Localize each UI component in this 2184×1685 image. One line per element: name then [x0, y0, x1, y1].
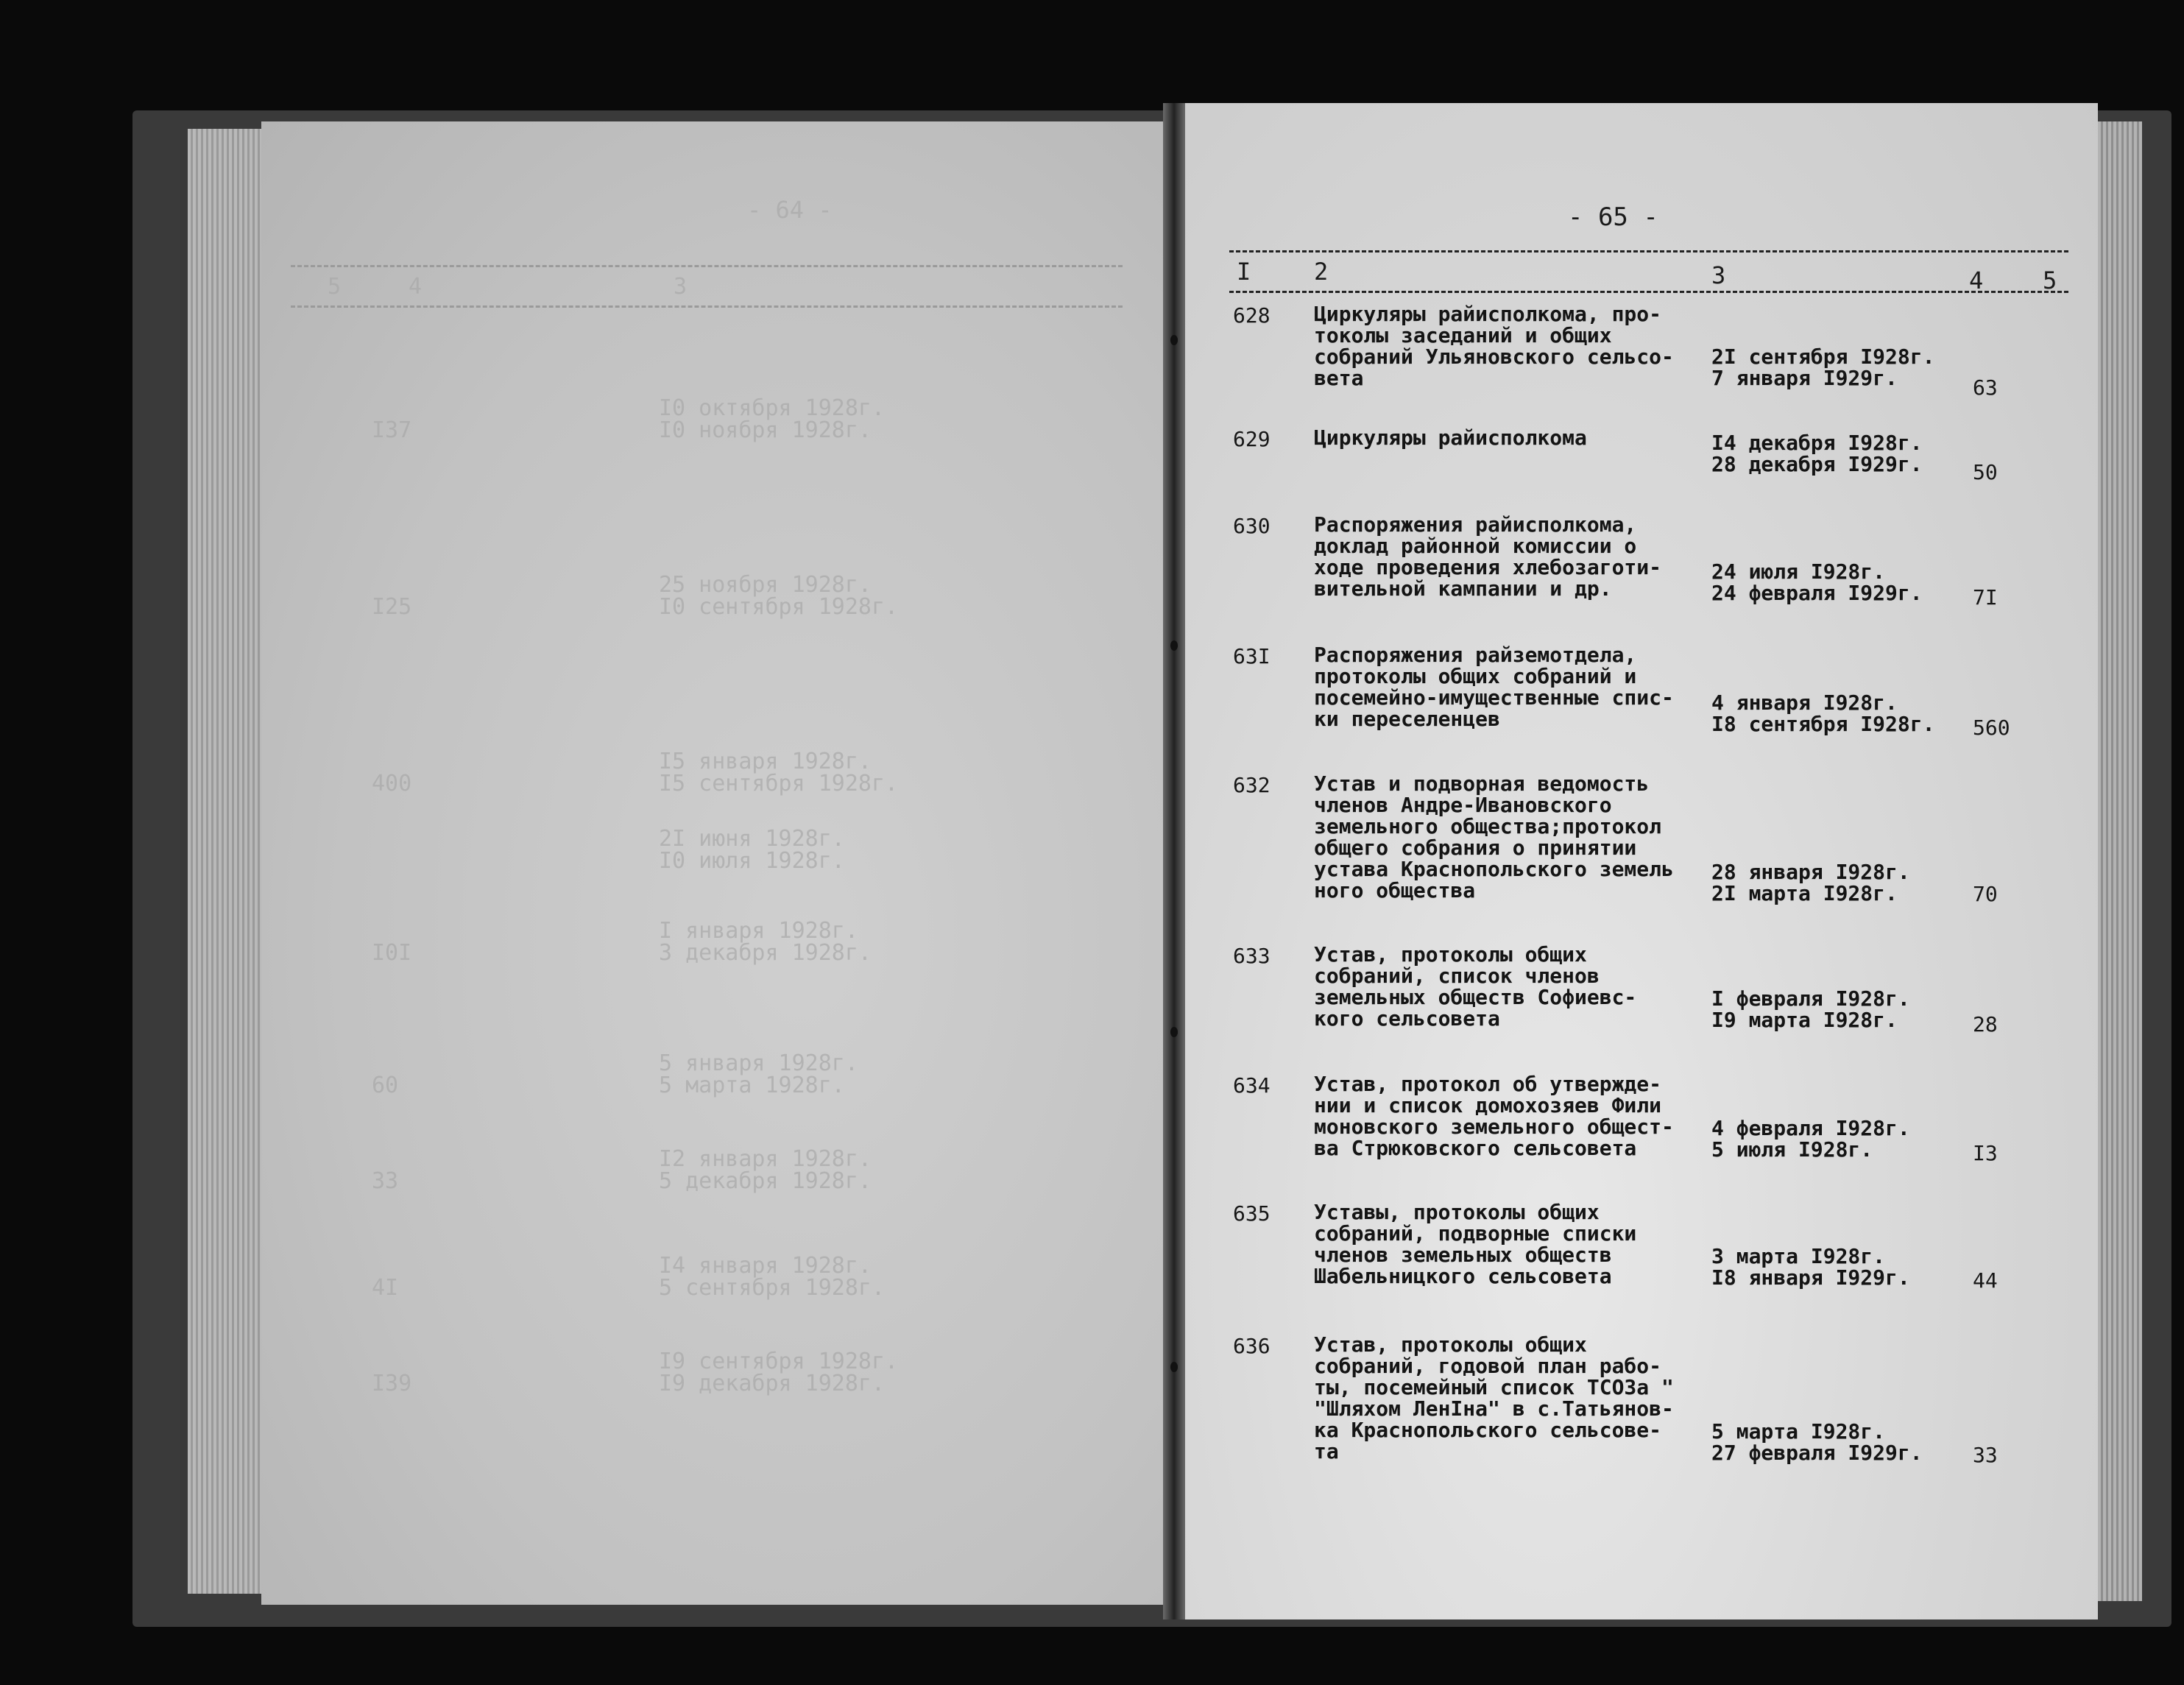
ghost-dates: I января 1928г. 3 декабря 1928г.	[659, 918, 872, 966]
header-col-1: I	[1237, 258, 1251, 286]
record-dates: 24 июля I928г. 24 февраля I929г.	[1711, 559, 1923, 605]
record-dates: 4 января I928г. I8 сентября I928г.	[1711, 690, 1935, 736]
record-dates: 28 января I928г. 2I марта I928г.	[1711, 860, 1910, 905]
record-number: 635	[1233, 1201, 1271, 1226]
record-number: 633	[1233, 944, 1271, 968]
left-col-5: 5	[328, 274, 342, 300]
record-description: Распоряжения райземотдела, протоколы общих собраний и посемейно-имущественные спис- ки переселенцев	[1314, 643, 1674, 731]
table-header-rule-top	[1229, 250, 2068, 252]
record-sheets: 63	[1973, 375, 1998, 400]
ghost-dates: I4 января 1928г. 5 сентября 1928г.	[659, 1253, 886, 1301]
ghost-sheets: 60	[372, 1073, 399, 1098]
ghost-dates: I9 сентября 1928г. I9 декабря 1928г.	[659, 1349, 899, 1396]
ghost-dates: I5 января 1928г. I5 сентября 1928г.	[659, 749, 899, 796]
record-dates: 3 марта I928г. I8 января I929г.	[1711, 1244, 1910, 1290]
binding-hole	[1170, 335, 1178, 345]
table-header-rule-bottom	[1229, 291, 2068, 293]
record-number: 634	[1233, 1073, 1271, 1098]
record-sheets: 50	[1973, 460, 1998, 484]
ghost-sheets: I25	[372, 594, 412, 620]
record-description: Уставы, протоколы общих собраний, подворные списки членов земельных обществ Шабельницкого сельсовета	[1314, 1200, 1637, 1288]
right-page-number: - 65 -	[1568, 202, 1658, 232]
record-dates: 2I сентября I928г. 7 января I929г.	[1711, 345, 1935, 390]
left-page-edges	[188, 129, 269, 1594]
ghost-dates: I2 января 1928г. 5 декабря 1928г.	[659, 1146, 872, 1194]
ghost-sheets: I39	[372, 1371, 412, 1396]
ghost-dates: I0 октября 1928г. I0 ноября 1928г.	[659, 395, 886, 443]
ghost-sheets: 400	[372, 771, 412, 796]
record-description: Устав, протоколы общих собраний, годовой план рабо- ты, посемейный список ТСОЗа " "Шляхом ЛенIна" в с.Татьянов- ка Краснопольского сельсове- та	[1314, 1332, 1674, 1463]
binding-hole	[1170, 1027, 1178, 1037]
ghost-sheets: 4I	[372, 1275, 399, 1301]
left-col-3: 3	[674, 274, 688, 300]
record-sheets: 7I	[1973, 585, 1998, 610]
record-number: 636	[1233, 1334, 1271, 1358]
ghost-dates: 5 января 1928г. 5 марта 1928г.	[659, 1050, 858, 1098]
left-header-rule	[291, 265, 1123, 267]
ghost-dates: 2I июня 1928г. I0 июля 1928г.	[659, 826, 845, 874]
record-number: 63I	[1233, 644, 1271, 668]
header-col-5: 5	[2043, 266, 2057, 294]
ghost-sheets: I0I	[372, 940, 412, 966]
record-sheets: 560	[1973, 716, 2010, 740]
left-page	[261, 121, 1163, 1605]
left-col-4: 4	[409, 274, 423, 300]
record-sheets: 28	[1973, 1012, 1998, 1036]
record-description: Распоряжения райисполкома, доклад районной комиссии о ходе проведения хлебозаготи- вительной кампании и др.	[1314, 512, 1662, 601]
record-dates: I4 декабря I928г. 28 декабря I929г.	[1711, 431, 1923, 476]
record-dates: 4 февраля I928г. 5 июля I928г.	[1711, 1116, 1910, 1162]
left-header-rule-bottom	[291, 305, 1123, 308]
record-dates: I февраля I928г. I9 марта I928г.	[1711, 986, 1910, 1032]
record-sheets: 44	[1973, 1268, 1998, 1293]
record-description: Циркуляры райисполкома	[1314, 425, 1587, 450]
record-sheets: 33	[1973, 1443, 1998, 1467]
left-page-number: - 64 -	[747, 196, 833, 224]
record-description: Устав, протокол об утвержде- нии и список домохозяев Фили моновского земельного общест- ва Стрюковского сельсовета	[1314, 1072, 1674, 1160]
ghost-sheets: 33	[372, 1168, 399, 1194]
right-page	[1185, 103, 2098, 1619]
binding-hole	[1170, 1362, 1178, 1372]
record-sheets: 70	[1973, 882, 1998, 906]
record-number: 628	[1233, 303, 1271, 328]
record-number: 629	[1233, 427, 1271, 451]
ghost-dates: 25 ноября 1928г. I0 сентября 1928г.	[659, 572, 899, 620]
record-description: Циркуляры райисполкома, про- токолы заседаний и общих собраний Ульяновского сельсо- вета	[1314, 302, 1674, 390]
header-col-2: 2	[1314, 258, 1329, 286]
record-number: 632	[1233, 773, 1271, 797]
record-description: Устав и подворная ведомость членов Андре-Ивановского земельного общества;протокол общего собрания о принятии устава Краснопольского земель ного общества	[1314, 771, 1674, 902]
record-sheets: I3	[1973, 1141, 1998, 1165]
binding-hole	[1170, 640, 1178, 651]
record-description: Устав, протоколы общих собраний, список членов земельных обществ Софиевс- кого сельсовета	[1314, 942, 1637, 1031]
book-gutter	[1163, 103, 1185, 1619]
right-page-edges	[2098, 121, 2142, 1601]
header-col-3: 3	[1711, 261, 1726, 289]
header-col-4: 4	[1969, 266, 1984, 294]
record-dates: 5 марта I928г. 27 февраля I929г.	[1711, 1419, 1923, 1465]
record-number: 630	[1233, 514, 1271, 538]
ghost-sheets: I37	[372, 417, 412, 443]
